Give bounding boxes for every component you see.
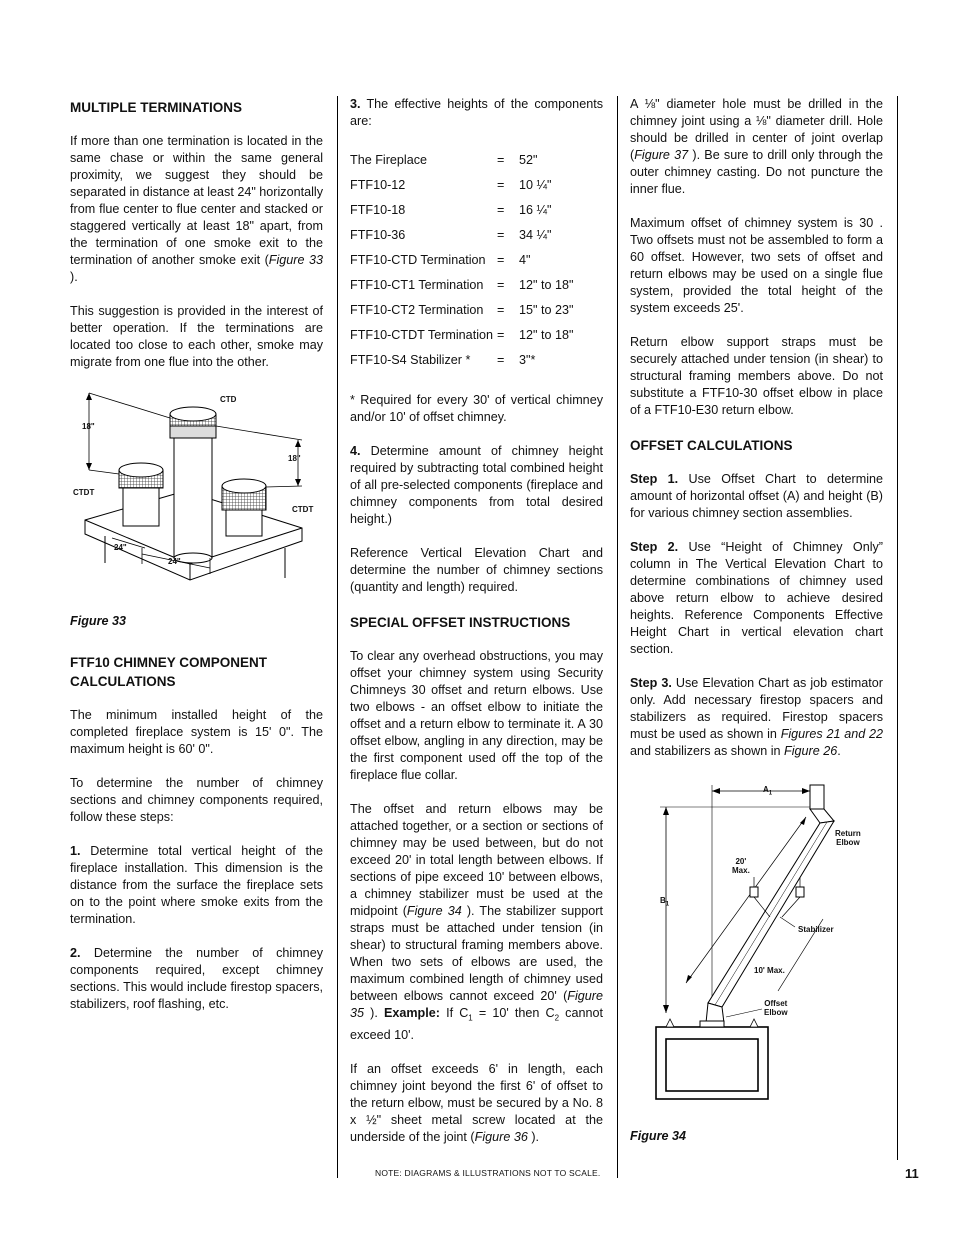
page-number: 11 (905, 1166, 919, 1181)
figure-34-illustration (630, 777, 883, 1107)
component-row (350, 277, 573, 302)
component-row (350, 352, 573, 377)
component-name: FTF10-18 (350, 203, 406, 217)
label-10-max: 10' Max. (754, 966, 785, 975)
paragraph-support-straps: Return elbow support straps must be securely attached under tension (in shear) to structural framing members above. Do not substitute a FTF10-30 offset elbow in place of a FTF10-E30 return elbow. (630, 335, 883, 417)
label-b1: $B_1$ (660, 896, 670, 908)
label-offset-elbow: Offset Elbow (764, 999, 788, 1017)
heading-multiple-terminations: MULTIPLE TERMINATIONS (70, 100, 242, 115)
component-name: FTF10-36 (350, 228, 406, 242)
component-row (350, 177, 573, 202)
label-return-elbow: Return Elbow (835, 829, 861, 847)
label-20-max: 20' Max. (732, 857, 750, 875)
component-name: FTF10-CT1 Termination (350, 278, 484, 292)
component-height: 12" to 18" (519, 278, 574, 292)
footer-note: NOTE: DIAGRAMS & ILLUSTRATIONS NOT TO SCALE. (375, 1168, 601, 1178)
figure-34 (630, 777, 883, 1107)
component-row (350, 202, 573, 227)
paragraph-min-height: The minimum installed height of the completed fireplace system is 15' 0". The maximum height is 60' 0". (70, 708, 323, 756)
label-ctd: CTD (220, 395, 237, 404)
paragraph-terminations: If more than one termination is located in the same chase or within the same general proximity, we suggest they should be separated in distance at least 24" horizontally from flue center to flue center and stacked or staggered vertically at least 18" apart, from the termination of one smoke exit to the termination of another smoke exit (Figure 33 ). (70, 134, 324, 284)
label-ctdt-left: CTDT (73, 488, 95, 497)
component-name: The Fireplace (350, 153, 427, 167)
column-3 (630, 96, 883, 1145)
component-name: FTF10-S4 Stabilizer * (350, 353, 471, 367)
component-equals: = (497, 253, 505, 267)
label-a1: $A_1$ (763, 785, 773, 797)
footnote-stabilizer: * Required for every 30' of vertical chimney and/or 10' of offset chimney. (350, 393, 603, 424)
figure-33-caption: Figure 33 (70, 614, 126, 628)
component-row (350, 152, 573, 177)
column-divider-1 (337, 96, 338, 1178)
component-height: 3"* (519, 353, 536, 367)
label-24-b: 24" (168, 557, 181, 566)
column-divider-3 (897, 96, 898, 1160)
component-row (350, 327, 573, 352)
column-1 (70, 96, 323, 1030)
step-1: 1. Determine total vertical height of the fireplace installation. This dimension is the distance from the surface the fireplace sets on to the point where smoke exits from the termination. (70, 844, 323, 926)
figure-34-caption: Figure 34 (630, 1129, 686, 1143)
component-height: 16 ¼" (519, 203, 552, 217)
component-row (350, 252, 573, 277)
component-height: 4" (519, 253, 531, 267)
paragraph-suggestion: This suggestion is provided in the interest of better operation. If the terminations are located too close to each other, smoke may migrate from one flue into the other. (70, 304, 323, 369)
label-ctdt-right: CTDT (292, 505, 314, 514)
label-stabilizer: Stabilizer (798, 925, 834, 934)
heading-ftf10-calculations: FTF10 CHIMNEY COMPONENT CALCULATIONS (70, 655, 268, 689)
component-equals: = (497, 328, 505, 342)
component-height: 12" to 18" (519, 328, 574, 342)
figure-ref: Figure 33 (268, 253, 323, 267)
label-24-a: 24" (114, 543, 127, 552)
heading-offset-calculations: OFFSET CALCULATIONS (630, 438, 793, 453)
step-2: 2. Determine the number of chimney components required, except chimney sections. This would include firestop spacers, stabilizers, roof flashing, etc. (70, 946, 323, 1011)
paragraph-clear-obstructions: To clear any overhead obstructions, you may offset your chimney system using Security Chimneys 30 offset and return elbows. Use two elbows - an offset elbow to initiate the offset and a return elbow to terminate it. A 30 offset elbow, angling in any direction, may be the first component used off the top of the fireplace flue collar. (350, 649, 603, 782)
component-equals: = (497, 178, 505, 192)
component-equals: = (497, 228, 505, 242)
calc-step-2: Step 2. Use “Height of Chimney Only” column in The Vertical Elevation Chart to determine combinations of chimney used above return elbow to achieve desired heights. Reference Components Effective Height Chart in vertical elevation chart section. (630, 540, 883, 656)
component-name: FTF10-12 (350, 178, 406, 192)
component-name: FTF10-CTD Termination (350, 253, 486, 267)
label-18-left: 18" (82, 422, 95, 431)
component-name: FTF10-CT2 Termination (350, 303, 484, 317)
component-row (350, 302, 573, 327)
paragraph-offset-6ft: If an offset exceeds 6' in length, each chimney joint beyond the first 6' of offset to the return elbow, must be secured by a No. 8 x ½" sheet metal screw located at the underside of the joint (Figure 36 ). (350, 1061, 603, 1144)
component-equals: = (497, 278, 505, 292)
figure-33 (70, 388, 323, 608)
component-heights-table (350, 152, 573, 377)
component-height: 10 ¼" (519, 178, 552, 192)
component-height: 15" to 23" (519, 303, 574, 317)
paragraph-elbows: The offset and return elbows may be attached together, or a section or sections of chimney may be used between, but do not exceed 20' in total length between elbows. If sections of pipe exceed 10' between elbows, a chimney stabilizer must be used at the midpoint (Figure 34 ). The stabilizer support straps must be attached under tension (in shear) to structural framing members above. When two sets of elbows are used, the maximum combined length of chimney used between elbows cannot exceed 20' (Figure 35 ). Example: If $C_1 = 10'$ then $C_2$ cannot exceed 10'. (350, 802, 603, 1042)
step-4: 4. Determine amount of chimney height required by subtracting total combined height of all pre-selected components (fireplace and chimney components from total desired height.) (350, 444, 603, 526)
paragraph-determine: To determine the number of chimney sections and chimney components required, follow these steps: (70, 776, 323, 824)
component-equals: = (497, 353, 505, 367)
component-height: 34 ¼" (519, 228, 552, 242)
calc-step-1: Step 1. Use Offset Chart to determine amount of horizontal offset (A) and height (B) for various chimney section assemblies. (630, 472, 883, 520)
component-name: FTF10-CTDT Termination (350, 328, 493, 342)
label-18-right: 18" (288, 454, 301, 463)
paragraph-reference-chart: Reference Vertical Elevation Chart and determine the number of chimney sections (quantity and length) required. (350, 546, 603, 594)
calc-step-3: Step 3. Use Elevation Chart as job estimator only. Add necessary firestop spacers and stabilizers as required. Firestop spacers must be used as shown in Figures 21 and 22 and stabilizers as shown in Figure 26. (630, 676, 884, 758)
component-row (350, 227, 573, 252)
component-height: 52" (519, 153, 538, 167)
step-3: 3. The effective heights of the components are: (350, 97, 603, 128)
figure-33-illustration (70, 388, 323, 608)
heading-special-offset: SPECIAL OFFSET INSTRUCTIONS (350, 615, 571, 630)
component-equals: = (497, 203, 505, 217)
paragraph-max-offset: Maximum offset of chimney system is 30 . Two offsets must not be assembled to form a 60 offset. However, two sets of offset and return elbows may be used on a single flue system, provided the total height of the system exceeds 25'. (630, 216, 883, 315)
column-2 (350, 96, 603, 1163)
paragraph-hole: A ⅛" diameter hole must be drilled in the chimney joint using a ⅛" diameter drill. Hole should be drilled in center of joint overlap (Figure 37 ). Be sure to drill only through the outer chimney casting. Do not puncture the inner flue. (630, 97, 883, 196)
column-divider-2 (617, 96, 618, 1178)
component-equals: = (497, 153, 505, 167)
component-equals: = (497, 303, 505, 317)
